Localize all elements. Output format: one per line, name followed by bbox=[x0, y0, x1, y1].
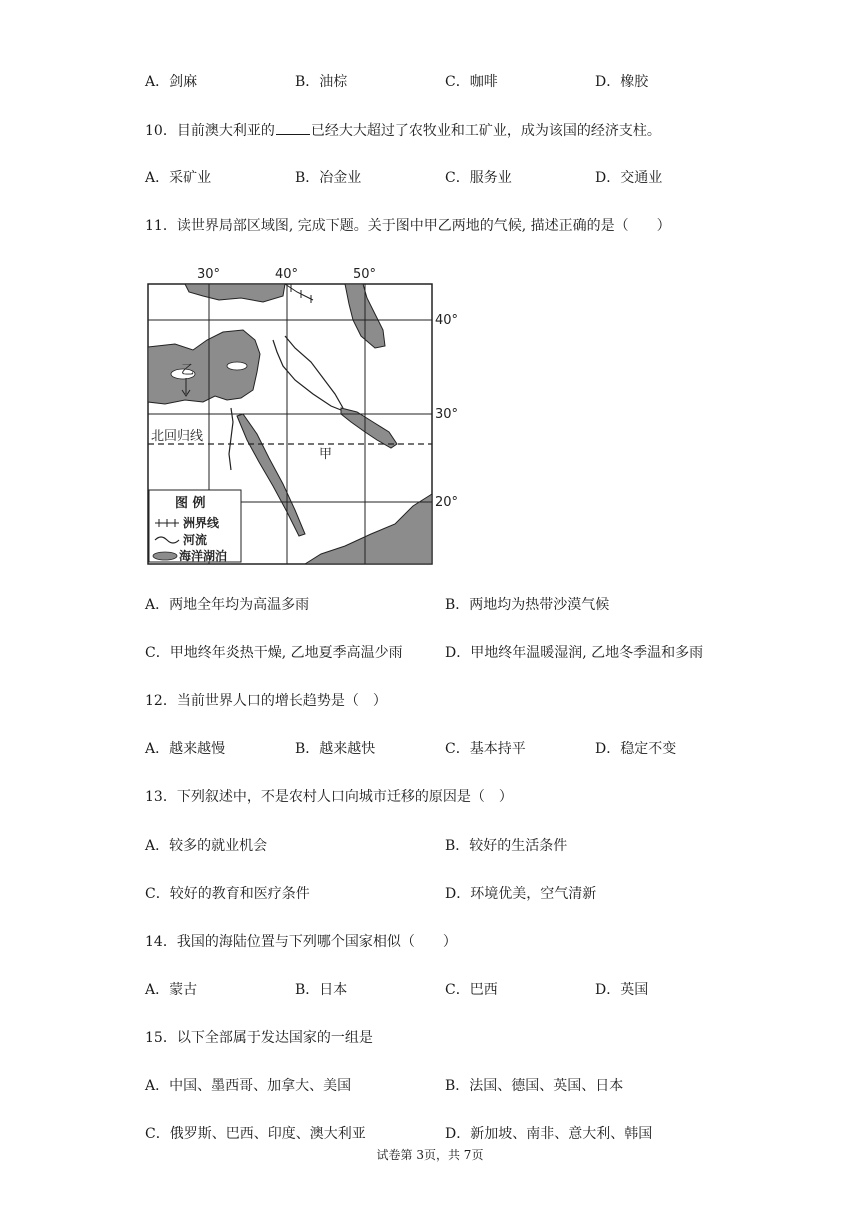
lat-label-20: 20° bbox=[435, 495, 459, 510]
legend-sea-symbol bbox=[153, 552, 177, 560]
q15-option-d: D．新加坡、南非、意大利、韩国 bbox=[445, 1126, 653, 1142]
page-footer: 试卷第 3页，共 7页 bbox=[376, 1148, 484, 1162]
island-cyprus bbox=[227, 362, 247, 370]
region-map bbox=[145, 262, 465, 567]
lat-label-30: 30° bbox=[435, 407, 459, 422]
q13-option-d: D．环境优美，空气清新 bbox=[445, 886, 597, 902]
q9-option-d: D．橡胶 bbox=[595, 74, 649, 90]
lat-label-40: 40° bbox=[435, 313, 459, 328]
q10-stem-part1: 10．目前澳大利亚的 bbox=[145, 123, 275, 139]
q10-option-c: C．服务业 bbox=[445, 170, 512, 186]
q12-option-d: D．稳定不变 bbox=[595, 741, 677, 757]
q10-option-b: B．冶金业 bbox=[295, 170, 362, 186]
q14-stem: 14．我国的海陆位置与下列哪个国家相似（ ） bbox=[145, 934, 457, 950]
q12-option-a: A．越来越慢 bbox=[145, 741, 226, 757]
q13-stem: 13．下列叙述中，不是农村人口向城市迁移的原因是（ ） bbox=[145, 789, 513, 805]
q15-option-c: C．俄罗斯、巴西、印度、澳大利亚 bbox=[145, 1126, 366, 1142]
q11-option-d: D．甲地终年温暖湿润, 乙地冬季温和多雨 bbox=[445, 645, 704, 661]
legend-title: 图 例 bbox=[175, 496, 206, 511]
q10-stem bbox=[145, 120, 661, 141]
q14-option-c: C．巴西 bbox=[445, 982, 498, 998]
q15-stem: 15．以下全部属于发达国家的一组是 bbox=[145, 1030, 373, 1046]
legend-boundary-label: 洲界线 bbox=[183, 516, 220, 530]
q12-option-c: C．基本持平 bbox=[445, 741, 526, 757]
q12-stem: 12．当前世界人口的增长趋势是（ ） bbox=[145, 693, 387, 709]
q9-option-b: B．油棕 bbox=[295, 74, 348, 90]
tropic-label: 北回归线 bbox=[151, 429, 204, 444]
q13-option-a: A．较多的就业机会 bbox=[145, 838, 268, 854]
q10-stem-part2: 已经大大超过了农牧业和工矿业，成为该国的经济支柱。 bbox=[310, 123, 661, 139]
q15-option-b: B．法国、德国、英国、日本 bbox=[445, 1078, 624, 1094]
lon-label-50: 50° bbox=[353, 267, 377, 282]
lon-label-40: 40° bbox=[275, 267, 299, 282]
legend-sea-label: 海洋湖泊 bbox=[179, 549, 228, 563]
q12-option-b: B．越来越快 bbox=[295, 741, 376, 757]
q11-option-c: C．甲地终年炎热干燥, 乙地夏季高温少雨 bbox=[145, 645, 403, 661]
q11-option-b: B．两地均为热带沙漠气候 bbox=[445, 597, 610, 613]
q11-stem: 11．读世界局部区域图, 完成下题。关于图中甲乙两地的气候, 描述正确的是（ ） bbox=[145, 218, 671, 234]
lon-label-30: 30° bbox=[197, 267, 221, 282]
q10-option-a: A．采矿业 bbox=[145, 170, 212, 186]
q9-option-a: A．剑麻 bbox=[145, 74, 198, 90]
q9-option-c: C．咖啡 bbox=[445, 74, 498, 90]
q10-answer-blank bbox=[276, 120, 310, 135]
q14-option-d: D．英国 bbox=[595, 982, 649, 998]
legend-river-label: 河流 bbox=[183, 533, 208, 547]
q13-option-b: B．较好的生活条件 bbox=[445, 838, 568, 854]
q14-option-a: A．蒙古 bbox=[145, 982, 198, 998]
q14-option-b: B．日本 bbox=[295, 982, 348, 998]
place-yi: 乙 bbox=[181, 363, 195, 378]
place-jia: 甲 bbox=[319, 447, 333, 462]
q11-option-a: A．两地全年均为高温多雨 bbox=[145, 597, 310, 613]
q13-option-c: C．较好的教育和医疗条件 bbox=[145, 886, 310, 902]
q15-option-a: A．中国、墨西哥、加拿大、美国 bbox=[145, 1078, 352, 1094]
q10-option-d: D．交通业 bbox=[595, 170, 663, 186]
